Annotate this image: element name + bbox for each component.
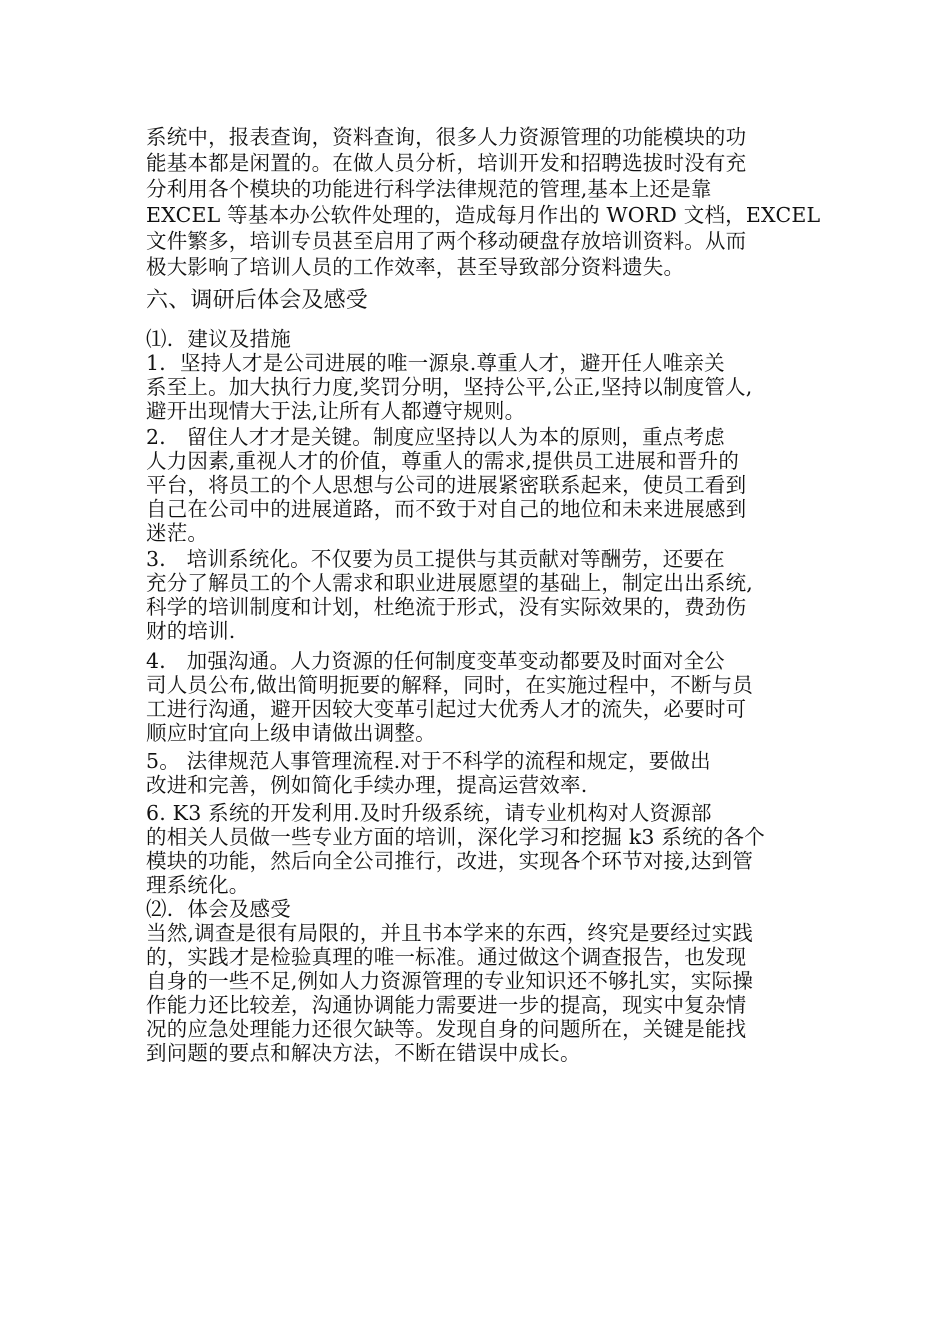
intro-line: EXCEL 等基本办公软件处理的，造成每月作出的 WORD 文档，EXCEL xyxy=(146,203,821,227)
paragraph-line: 人力因素,重视人才的价值，尊重人的需求,提供员工进展和晋升的 xyxy=(146,449,740,473)
paragraph-line: 到问题的要点和解决方法，不断在错误中成长。 xyxy=(146,1041,581,1065)
paragraph-line: 作能力还比较差，沟通协调能力需要进一步的提高，现实中复杂情 xyxy=(146,993,747,1017)
paragraph-line: 2． 留住人才才是关键。制度应坚持以人为本的原则，重点考虑 xyxy=(146,425,725,449)
paragraph-line: 迷茫。 xyxy=(146,521,209,545)
paragraph-line: 平台，将员工的个人思想与公司的进展紧密联系起来，使员工看到 xyxy=(146,473,747,497)
paragraph-line: 自身的一些不足,例如人力资源管理的专业知识还不够扎实，实际操 xyxy=(146,969,754,993)
paragraph-line: 司人员公布,做出简明扼要的解释，同时，在实施过程中，不断与员 xyxy=(146,673,754,697)
paragraph-line: 的相关人员做一些专业方面的培训，深化学习和挖掘 k3 系统的各个 xyxy=(146,825,765,849)
paragraph-line: 改进和完善，例如简化手续办理，提高运营效率. xyxy=(146,773,588,797)
paragraph-line: 理系统化。 xyxy=(146,873,250,897)
paragraph-line: 5。 法律规范人事管理流程.对于不科学的流程和规定，要做出 xyxy=(146,749,711,773)
paragraph-line: 6. K3 系统的开发利用.及时升级系统，请专业机构对人资源部 xyxy=(146,801,712,825)
paragraph-line: 自己在公司中的进展道路，而不致于对自己的地位和未来进展感到 xyxy=(146,497,747,521)
subsection-title: ⑴．建议及措施 xyxy=(146,327,291,351)
paragraph-line: 当然,调查是很有局限的，并且书本学来的东西，终究是要经过实践 xyxy=(146,921,754,945)
intro-line: 能基本都是闲置的。在做人员分析，培训开发和招聘选拔时没有充 xyxy=(146,151,747,175)
subsection-title: ⑵．体会及感受 xyxy=(146,897,291,921)
intro-line: 极大影响了培训人员的工作效率，甚至导致部分资料遗失。 xyxy=(146,255,685,279)
paragraph-line: 况的应急处理能力还很欠缺等。发现自身的问题所在，关键是能找 xyxy=(146,1017,747,1041)
paragraph-line: 顺应时宜向上级申请做出调整。 xyxy=(146,721,436,745)
paragraph-line: 科学的培训制度和计划，杜绝流于形式，没有实际效果的，费劲伤 xyxy=(146,595,747,619)
paragraph-line: 的，实践才是检验真理的唯一标准。通过做这个调查报告，也发现 xyxy=(146,945,747,969)
paragraph-line: 财的培训. xyxy=(146,619,236,643)
paragraph-line: 避开出现情大于法,让所有人都遵守规则。 xyxy=(146,399,526,423)
paragraph-line: 系至上。加大执行力度,奖罚分明，坚持公平,公正,坚持以制度管人, xyxy=(146,375,753,399)
paragraph-line: 1．坚持人才是公司进展的唯一源泉.尊重人才，避开任人唯亲关 xyxy=(146,351,725,375)
intro-line: 系统中，报表查询，资料查询，很多人力资源管理的功能模块的功 xyxy=(146,125,747,149)
paragraph-line: 工进行沟通，避开因较大变革引起过大优秀人才的流失，必要时可 xyxy=(146,697,747,721)
intro-line: 分利用各个模块的功能进行科学法律规范的管理,基本上还是靠 xyxy=(146,177,712,201)
paragraph-line: 充分了解员工的个人需求和职业进展愿望的基础上，制定出出系统, xyxy=(146,571,754,595)
intro-line: 文件繁多，培训专员甚至启用了两个移动硬盘存放培训资料。从而 xyxy=(146,229,747,253)
paragraph-line: 4． 加强沟通。人力资源的任何制度变革变动都要及时面对全公 xyxy=(146,649,725,673)
paragraph-line: 3． 培训系统化。不仅要为员工提供与其贡献对等酬劳，还要在 xyxy=(146,547,725,571)
paragraph-line: 模块的功能，然后向全公司推行，改进，实现各个环节对接,达到管 xyxy=(146,849,754,873)
section-title: 六、调研后体会及感受 xyxy=(146,288,369,313)
